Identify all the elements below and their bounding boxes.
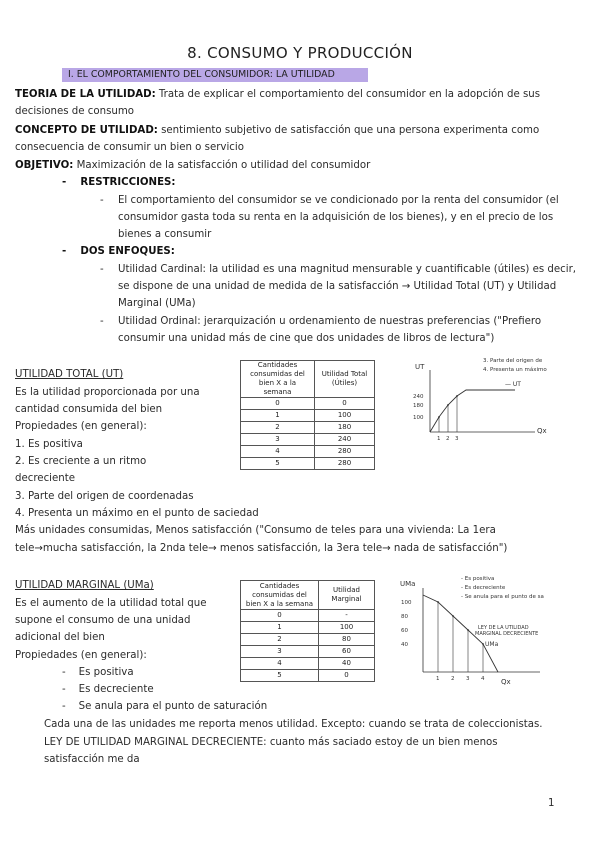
uma-line: adicional del bien <box>15 632 105 643</box>
table-row: 1 100 <box>241 622 375 634</box>
uma-ylabel: UMa <box>400 580 416 588</box>
uma-point <box>437 601 439 603</box>
uma-note: - Es decreciente <box>461 585 506 591</box>
teoria-label: TEORIA DE LA UTILIDAD: <box>15 89 156 100</box>
cardinal-dash: - <box>100 264 104 275</box>
table-row: 1 100 <box>241 410 375 422</box>
ut-series-label: — UT <box>505 381 521 388</box>
ut-xlabel: Qx <box>537 427 547 435</box>
table-row: 0 0 <box>241 398 375 410</box>
cardinal-line: Utilidad Cardinal: la utilidad es una magnitud mensurable y cuantificable (útiles) es decir, <box>118 264 577 275</box>
restricciones-line: bienes a consumir <box>118 229 212 240</box>
teoria-line1 <box>15 86 540 103</box>
ut-heading: UTILIDAD TOTAL (UT) <box>15 369 124 380</box>
ut-x-tick-label: 2 <box>446 436 450 442</box>
ut-line: Propiedades (en general): <box>15 421 147 432</box>
uma-xlabel: Qx <box>501 678 511 686</box>
table-row: 2 80 <box>241 634 375 646</box>
ut-x-tick-label: 3 <box>455 436 459 442</box>
uma-point <box>467 629 469 631</box>
uma-prop: - Es positiva <box>62 667 134 678</box>
ut-extra: Más unidades consumidas, Menos satisfacción ("Consumo de teles para una vivienda: La 1era <box>15 525 496 536</box>
table-row: 4 280 <box>241 446 375 458</box>
ut-y-tick-label: 180 <box>413 403 424 409</box>
ut-line: 1. Es positiva <box>15 439 83 450</box>
enfoques-label: - DOS ENFOQUES: <box>62 246 175 257</box>
cardinal-line: se dispone de una unidad de medida de la satisfacción → Utilidad Total (UT) y Utilidad <box>118 281 557 292</box>
objetivo-label: OBJETIVO: <box>15 160 74 171</box>
restricciones-line: El comportamiento del consumidor se ve condicionado por la renta del consumidor (el <box>118 195 559 206</box>
uma-point <box>482 643 484 645</box>
ut-line: Es la utilidad proporcionada por una <box>15 387 200 398</box>
uma-law: MARGINAL DECRECIENTE <box>475 631 539 637</box>
restricciones-dash: - <box>100 195 104 206</box>
table-row: 5 280 <box>241 458 375 470</box>
restricciones-line: consumidor gasta toda su renta en la adquisición de los bienes), y en el precio de los <box>118 212 554 223</box>
objetivo-text: Maximización de la satisfacción o utilidad del consumidor <box>73 160 371 171</box>
table-row: 4 40 <box>241 658 375 670</box>
section-heading: I. EL COMPORTAMIENTO DEL CONSUMIDOR: LA UTILIDAD <box>62 68 368 82</box>
uma-heading: UTILIDAD MARGINAL (UMa) <box>15 580 154 591</box>
concepto-text: sentimiento subjetivo de satisfacción que una persona experimenta como <box>157 125 540 136</box>
ut-line: 2. Es creciente a un ritmo <box>15 456 147 467</box>
ordinal-dash: - <box>100 316 104 327</box>
ut-note: 3. Parte del origen de <box>483 358 543 364</box>
uma-note: - Es positiva <box>461 576 495 582</box>
uma-x-tick-label: 4 <box>481 676 485 682</box>
ut-table-header: Cantidades consumidas del bien X a la semana <box>241 361 315 398</box>
uma-x-tick-label: 3 <box>466 676 470 682</box>
ut-line: cantidad consumida del bien <box>15 404 163 415</box>
teoria-line2: decisiones de consumo <box>15 106 134 117</box>
uma-point <box>452 615 454 617</box>
ut-ylabel: UT <box>415 363 425 371</box>
restricciones-label: - RESTRICCIONES: <box>62 177 176 188</box>
ut-plot-area <box>413 370 535 442</box>
uma-y-tick-label: 100 <box>401 600 412 606</box>
ut-x-tick-label: 1 <box>437 436 441 442</box>
ordinal-line: consumir una unidad más de cine que dos unidades de libros de lectura") <box>118 333 495 344</box>
page-number: 1 <box>548 798 555 809</box>
uma-y-tick-label: 80 <box>401 614 408 620</box>
ut-table-header: Utilidad Total (Útiles) <box>315 361 375 398</box>
concepto-label: CONCEPTO DE UTILIDAD: <box>15 125 158 136</box>
ut-curve <box>430 390 515 432</box>
ordinal-line: Utilidad Ordinal: jerarquización u ordenamiento de nuestras preferencias ("Prefiero <box>118 316 542 327</box>
uma-extra: satisfacción me da <box>44 754 140 765</box>
ut-point <box>456 395 458 397</box>
uma-prop: - Se anula para el punto de saturación <box>62 701 268 712</box>
concepto-line2: consecuencia de consumir un bien o servicio <box>15 142 244 153</box>
ut-point <box>447 404 449 406</box>
table-row: 5 0 <box>241 670 375 682</box>
uma-x-tick-label: 1 <box>436 676 440 682</box>
uma-prop: - Es decreciente <box>62 684 154 695</box>
teoria-text: Trata de explicar el comportamiento del consumidor en la adopción de sus <box>155 89 541 100</box>
ut-table <box>240 360 375 470</box>
uma-note: - Se anula para el punto de sa <box>461 594 544 600</box>
cardinal-line: Marginal (UMa) <box>118 298 196 309</box>
uma-y-tick-label: 60 <box>401 628 408 634</box>
ut-line: decreciente <box>15 473 75 484</box>
uma-extra: LEY DE UTILIDAD MARGINAL DECRECIENTE: cuanto más saciado estoy de un bien menos <box>44 737 498 748</box>
ut-chart <box>395 352 595 462</box>
uma-extra: Cada una de las unidades me reporta menos utilidad. Excepto: cuando se trata de coleccionistas. <box>44 719 543 730</box>
uma-table <box>240 580 375 682</box>
ut-y-tick-label: 240 <box>413 394 424 400</box>
ut-extra: tele→mucha satisfacción, la 2nda tele→ menos satisfacción, la 3era tele→ nada de satisfacción") <box>15 543 508 554</box>
uma-y-tick-label: 40 <box>401 642 408 648</box>
page-title: 8. CONSUMO Y PRODUCCIÓN <box>187 44 413 62</box>
uma-series-label: UMa <box>485 641 499 648</box>
uma-chart <box>395 572 595 692</box>
uma-table-header: Utilidad Marginal <box>319 581 375 610</box>
ut-line: 4. Presenta un máximo en el punto de saciedad <box>15 508 259 519</box>
table-row: 3 240 <box>241 434 375 446</box>
uma-x-tick-label: 2 <box>451 676 455 682</box>
uma-line: Es el aumento de la utilidad total que <box>15 598 207 609</box>
ut-note: 4. Presenta un máximo <box>483 367 547 373</box>
table-row: 0 - <box>241 610 375 622</box>
table-row: 3 60 <box>241 646 375 658</box>
table-row: 2 180 <box>241 422 375 434</box>
uma-table-header: Cantidades consumidas del bien X a la semana <box>241 581 319 610</box>
concepto-line1 <box>15 122 539 139</box>
ut-y-tick-label: 100 <box>413 415 424 421</box>
uma-line: supone el consumo de una unidad <box>15 615 191 626</box>
objetivo-line <box>15 157 370 174</box>
ut-line: 3. Parte del origen de coordenadas <box>15 491 194 502</box>
uma-law: LEY DE LA UTILIDAD <box>478 625 529 631</box>
ut-point <box>438 416 440 418</box>
uma-line: Propiedades (en general): <box>15 650 147 661</box>
